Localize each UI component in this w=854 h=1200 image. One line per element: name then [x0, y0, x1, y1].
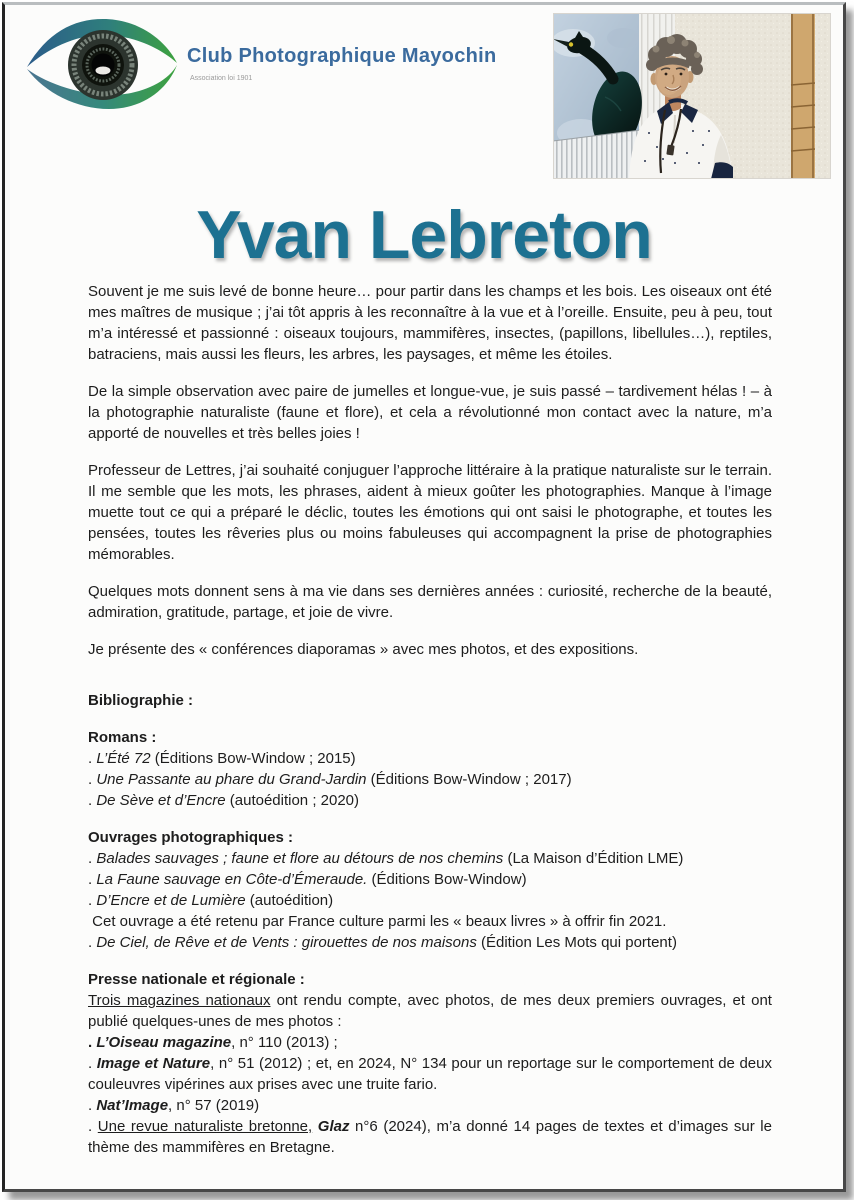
text-line — [88, 932, 772, 953]
text-segment: Balades sauvages ; faune et flore au détours de nos chemins — [96, 850, 504, 867]
intro-paragraph: Je présente des « conférences diaporamas » avec mes photos, et des expositions. — [88, 641, 639, 658]
text-segment: L’Oiseau magazine — [96, 1034, 232, 1051]
text-segment: Glaz — [317, 1118, 350, 1135]
text-line — [88, 1095, 772, 1116]
romans-heading: Romans : — [88, 729, 157, 746]
text-segment: D’Encre et de Lumière — [96, 892, 246, 909]
document-body — [5, 271, 843, 1158]
text-line — [88, 848, 772, 869]
text-segment: ont rendu compte, avec photos, de mes deux premiers ouvrages, et ont publié quelques-unes de mes photos : — [88, 992, 772, 1030]
text-segment: . — [88, 1118, 98, 1135]
text-segment: (Éditions Bow-Window) — [367, 871, 527, 888]
press-list — [88, 990, 772, 1158]
text-segment: (autoédition ; 2020) — [225, 792, 360, 809]
text-line — [88, 1032, 772, 1053]
text-segment: Une Passante au phare du Grand-Jardin — [96, 771, 367, 788]
text-segment: Cet ouvrage a été retenu par France culture parmi les « beaux livres » à offrir fin 2021. — [88, 913, 667, 930]
text-segment: . — [88, 792, 97, 809]
text-segment: La Faune sauvage en Côte-d’Émeraude. — [96, 871, 368, 888]
text-segment: De Ciel, de Rêve et de Vents : girouettes de nos maisons — [96, 934, 477, 951]
text-segment: . — [88, 1034, 97, 1051]
text-segment: . — [88, 750, 97, 767]
club-tagline: Association loi 1901 — [190, 75, 253, 82]
text-segment: (Éditions Bow-Window ; 2017) — [366, 771, 572, 788]
press-heading: Presse nationale et régionale : — [88, 971, 305, 988]
text-line — [88, 790, 772, 811]
intro-paragraph: Souvent je me suis levé de bonne heure… pour partir dans les champs et les bois. Les oiseaux ont été mes maîtres de musique ; j’ai tôt appris à les reconnaître à la vue et à l’oreille. Ensuite, peu à peu, tout m’a intéressé et passionné : oiseaux toujours, mammifères, insectes, (papillons, libellules…), reptiles, batraciens, mais aussi les fleurs, les arbres, les paysages, et même les étoiles. — [88, 283, 772, 363]
romans-list — [88, 748, 772, 811]
intro-paragraphs — [88, 281, 772, 660]
text-segment: (Édition Les Mots qui portent) — [476, 934, 677, 951]
text-segment: . — [88, 771, 97, 788]
press-section — [88, 969, 772, 1158]
text-line — [88, 990, 772, 1032]
text-segment: . — [88, 1097, 97, 1114]
text-segment: (autoédition) — [245, 892, 334, 909]
text-line — [88, 1116, 772, 1158]
text-segment: n°6 (2024), m’a donné 14 pages de textes et d’images sur le thème des mammifères en Bretagne. — [88, 1118, 772, 1156]
text-segment: . — [88, 892, 97, 909]
document-page — [2, 2, 846, 1192]
text-segment: Trois magazines nationaux — [88, 992, 271, 1009]
text-segment: (La Maison d’Édition LME) — [503, 850, 684, 867]
bibliography-heading: Bibliographie : — [88, 692, 193, 709]
page-title: Yvan Lebreton — [196, 197, 652, 273]
text-segment: L’Été 72 — [96, 750, 151, 767]
text-segment: , n° 51 (2012) ; et, en 2024, N° 134 pour un reportage sur le comportement de deux couleuvres vipérines aux prises avec une truite fario. — [88, 1055, 772, 1093]
bibliography-section — [88, 690, 772, 953]
portrait-photo — [553, 13, 831, 179]
text-segment: Une revue naturaliste bretonne, — [97, 1118, 313, 1135]
eye-camera-lens-logo-icon — [25, 17, 181, 113]
text-line — [88, 769, 772, 790]
text-line — [88, 1053, 772, 1095]
club-name: Club Photographique Mayochin — [187, 45, 497, 67]
text-segment: . — [88, 1055, 97, 1072]
text-line — [88, 748, 772, 769]
text-segment: , n° 57 (2019) — [168, 1097, 260, 1114]
text-line — [88, 890, 772, 911]
ouvrages-heading: Ouvrages photographiques : — [88, 829, 294, 846]
text-segment: . — [88, 850, 97, 867]
page-header — [5, 5, 843, 185]
text-segment: De Sève et d’Encre — [96, 792, 226, 809]
romans-subsection — [88, 727, 772, 811]
text-segment: Image et Nature — [96, 1055, 211, 1072]
text-segment: , n° 110 (2013) ; — [231, 1034, 338, 1051]
intro-paragraph: Quelques mots donnent sens à ma vie dans ses dernières années : curiosité, recherche de la beauté, admiration, gratitude, partage, et joie de vivre. — [88, 583, 772, 621]
text-segment: Nat’Image — [96, 1097, 169, 1114]
text-line — [88, 911, 772, 932]
text-segment: . — [88, 934, 97, 951]
text-segment: (Éditions Bow-Window ; 2015) — [150, 750, 356, 767]
ouvrages-list — [88, 848, 772, 953]
intro-paragraph: De la simple observation avec paire de jumelles et longue-vue, je suis passé – tardivement hélas ! – à la photographie naturaliste (faune et flore), et cela a révolutionné mon contact avec la nature, m’a apporté de nouvelles et très belles joies ! — [88, 383, 772, 442]
ouvrages-subsection — [88, 827, 772, 953]
intro-paragraph: Professeur de Lettres, j’ai souhaité conjuguer l’approche littéraire à la pratique naturaliste sur le terrain. Il me semble que les mots, les phrases, aident à mieux goûter les photographies. Manque à l’image muette tout ce qui a préparé le déclic, toutes les émotions qui ont saisi le photographe, et toutes les pensées, toutes les rêveries plus ou moins fabuleuses qui accompagnent la prise de photographies mémorables. — [88, 462, 772, 563]
text-segment: . — [88, 871, 97, 888]
text-line — [88, 869, 772, 890]
